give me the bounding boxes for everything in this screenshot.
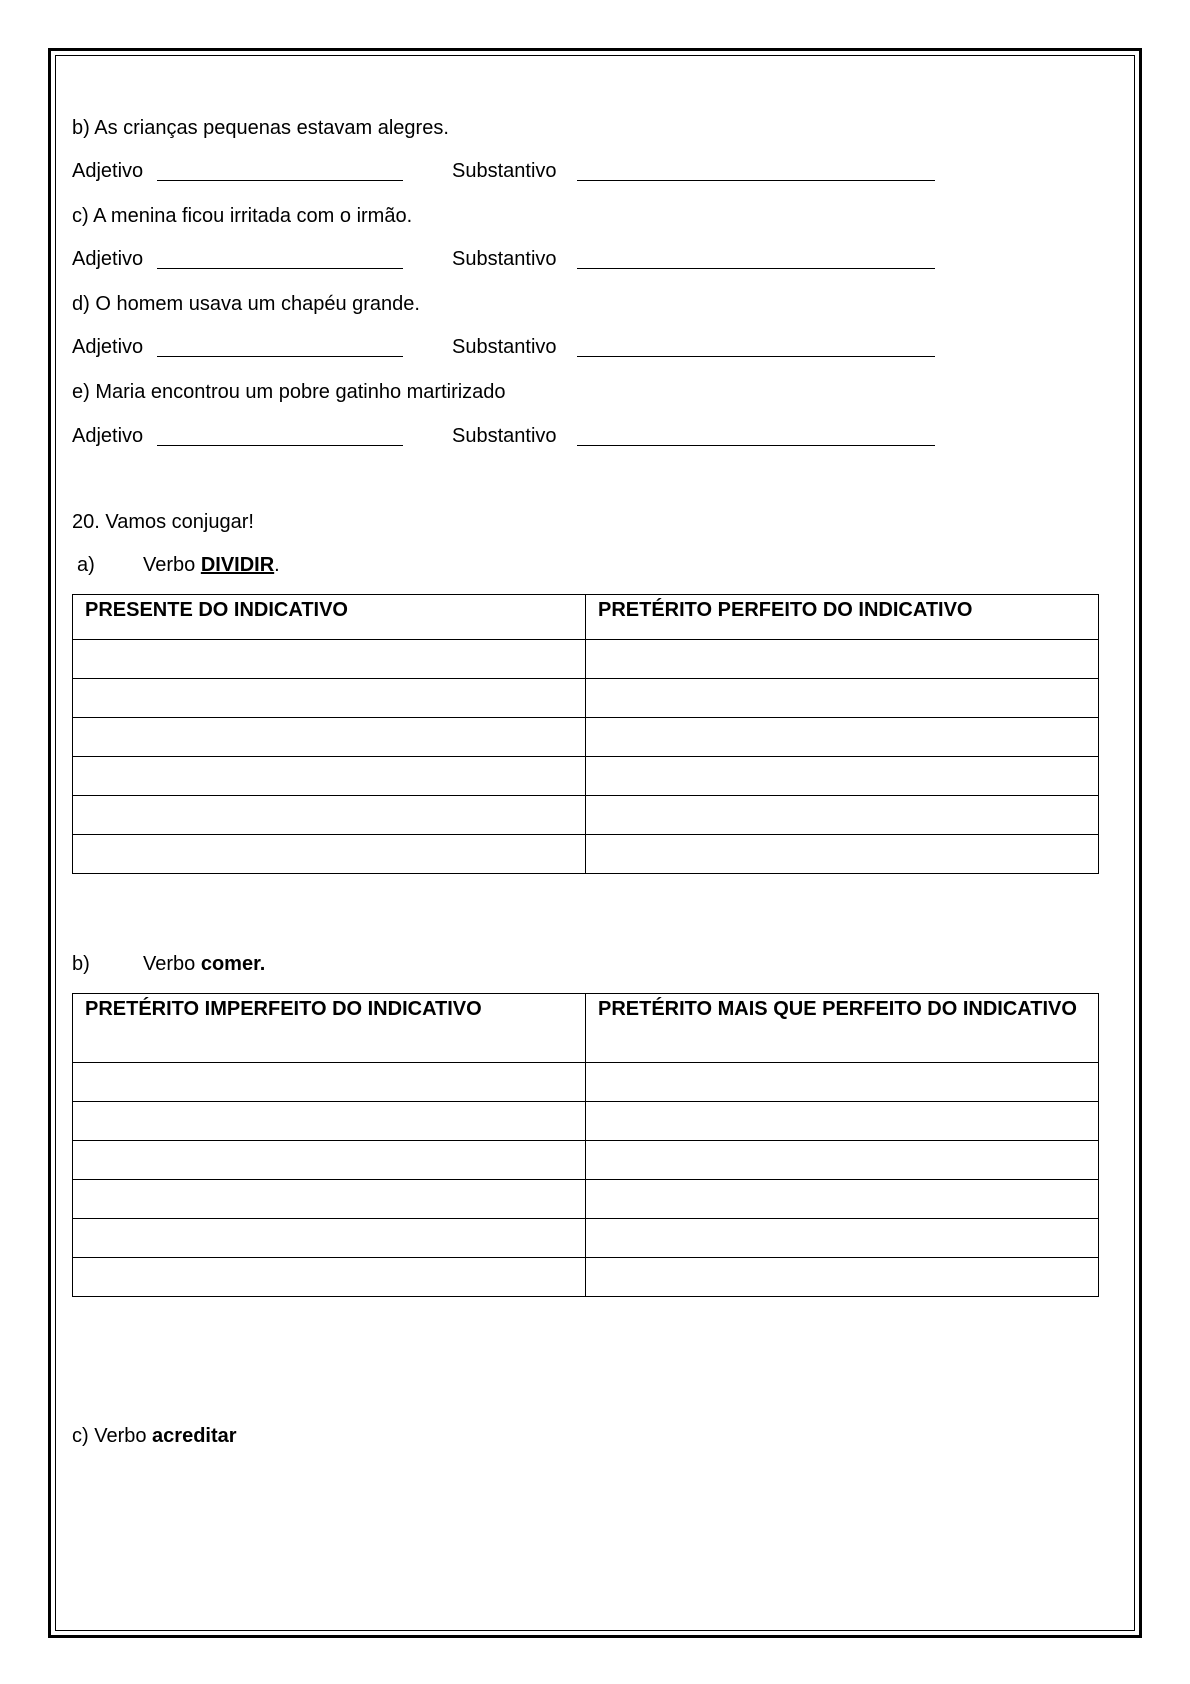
- table-row: [73, 1102, 1099, 1141]
- table-row: [73, 1219, 1099, 1258]
- substantivo-answer-line-e[interactable]: [577, 445, 935, 446]
- answer-cell[interactable]: [73, 835, 586, 874]
- adjetivo-label-c: Adjetivo: [72, 248, 144, 270]
- answer-cell[interactable]: [586, 1141, 1099, 1180]
- adjetivo-label-e: Adjetivo: [72, 425, 144, 447]
- answer-cell[interactable]: [73, 718, 586, 757]
- adjetivo-answer-line-b[interactable]: [157, 180, 403, 181]
- table-row: [73, 796, 1099, 835]
- substantivo-answer-line-b[interactable]: [577, 180, 935, 181]
- answer-cell[interactable]: [586, 757, 1099, 796]
- sentence-d: d) O homem usava um chapéu grande.: [72, 293, 420, 315]
- answer-cell[interactable]: [73, 1258, 586, 1297]
- table-row: [73, 1141, 1099, 1180]
- part-b-instruction: [143, 952, 265, 976]
- part-b-prefix: Verbo: [143, 953, 201, 975]
- verb-acreditar: acreditar: [152, 1425, 237, 1447]
- substantivo-label-e: Substantivo: [452, 425, 557, 447]
- answer-cell[interactable]: [586, 1219, 1099, 1258]
- header-presente-indicativo: PRESENTE DO INDICATIVO: [73, 595, 586, 640]
- adjetivo-answer-line-d[interactable]: [157, 356, 403, 357]
- answer-cell[interactable]: [586, 1180, 1099, 1219]
- exercise-20-title: 20. Vamos conjugar!: [72, 511, 254, 533]
- sentence-c: c) A menina ficou irritada com o irmão.: [72, 205, 413, 227]
- table-row: [73, 679, 1099, 718]
- verb-comer: comer.: [200, 953, 266, 975]
- sentence-e: e) Maria encontrou um pobre gatinho martirizado: [72, 381, 506, 403]
- part-c-prefix: c) Verbo: [72, 1425, 153, 1447]
- part-a-prefix: Verbo: [143, 554, 201, 576]
- conjugation-table-comer: [72, 993, 1099, 1297]
- sentence-b: b) As crianças pequenas estavam alegres.: [72, 117, 449, 139]
- header-preterito-perfeito-indicativo: PRETÉRITO PERFEITO DO INDICATIVO: [586, 595, 1099, 640]
- table-row: [73, 640, 1099, 679]
- answer-cell[interactable]: [586, 1102, 1099, 1141]
- answer-cell[interactable]: [586, 835, 1099, 874]
- answer-cell[interactable]: [73, 679, 586, 718]
- answer-cell[interactable]: [73, 1063, 586, 1102]
- table-row: [73, 1180, 1099, 1219]
- part-a-marker: a): [77, 554, 95, 576]
- answer-cell[interactable]: [586, 679, 1099, 718]
- answer-cell[interactable]: [73, 640, 586, 679]
- conjugation-table-dividir: [72, 594, 1099, 874]
- answer-cell[interactable]: [73, 1219, 586, 1258]
- table-row: [73, 718, 1099, 757]
- part-c-instruction: [72, 1424, 237, 1448]
- answer-cell[interactable]: [586, 640, 1099, 679]
- header-preterito-imperfeito-indicativo: PRETÉRITO IMPERFEITO DO INDICATIVO: [73, 994, 586, 1063]
- answer-cell[interactable]: [586, 796, 1099, 835]
- verb-dividir: DIVIDIR: [200, 554, 275, 576]
- part-b-marker: b): [72, 953, 90, 975]
- table-row: [73, 757, 1099, 796]
- table-row: [73, 1258, 1099, 1297]
- header-preterito-mais-que-perfeito-indicativo: PRETÉRITO MAIS QUE PERFEITO DO INDICATIVO: [586, 994, 1099, 1063]
- adjetivo-label-d: Adjetivo: [72, 336, 144, 358]
- answer-cell[interactable]: [73, 1180, 586, 1219]
- substantivo-answer-line-d[interactable]: [577, 356, 935, 357]
- answer-cell[interactable]: [73, 796, 586, 835]
- substantivo-answer-line-c[interactable]: [577, 268, 935, 269]
- answer-cell[interactable]: [73, 1141, 586, 1180]
- answer-cell[interactable]: [586, 718, 1099, 757]
- answer-cell[interactable]: [73, 1102, 586, 1141]
- answer-cell[interactable]: [586, 1258, 1099, 1297]
- adjetivo-answer-line-e[interactable]: [157, 445, 403, 446]
- adjetivo-label-b: Adjetivo: [72, 160, 144, 182]
- substantivo-label-c: Substantivo: [452, 248, 557, 270]
- table-row: [73, 1063, 1099, 1102]
- part-a-instruction: [143, 553, 280, 577]
- substantivo-label-b: Substantivo: [452, 160, 557, 182]
- table-row: [73, 835, 1099, 874]
- answer-cell[interactable]: [73, 757, 586, 796]
- adjetivo-answer-line-c[interactable]: [157, 268, 403, 269]
- answer-cell[interactable]: [586, 1063, 1099, 1102]
- substantivo-label-d: Substantivo: [452, 336, 557, 358]
- part-a-suffix: .: [274, 554, 280, 576]
